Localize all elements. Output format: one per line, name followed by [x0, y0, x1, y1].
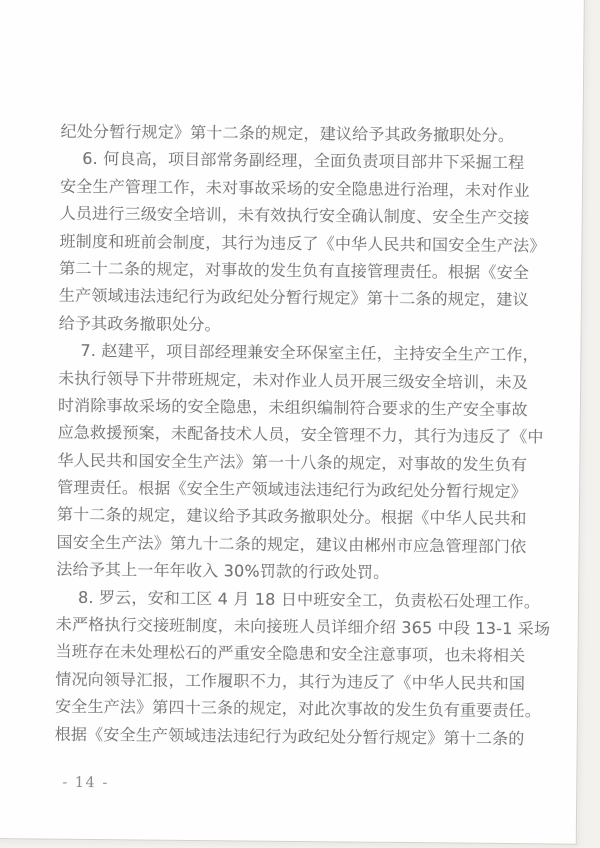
text-line: 未严格执行交接班制度，未向接班人员详细介绍 365 中段 13-1 采场 — [55, 614, 551, 639]
text-line-item-7: 7. 赵建平，项目部经理兼安全环保室主任，主持安全生产工作， — [80, 341, 539, 365]
text-line-item-6: 6. 何良高，项目部常务副经理，全面负责项目部井下采掘工程 — [82, 149, 525, 173]
text-line: 时消除事故采场的安全隐患，未组织编制符合要求的生产安全事故 — [57, 395, 528, 420]
text-line: 人员进行三级安全培训，未有效执行安全确认制度、安全生产交接 — [59, 203, 530, 228]
text-line: 当班存在未处理松石的严重安全隐患和安全注意事项，也未将相关 — [55, 642, 526, 666]
text-line: 第二十二条的规定，对事故的发生负有直接管理责任。根据《安全 — [59, 258, 530, 283]
text-line: 根据《安全生产领域违法违纪行为政纪处分暂行规定》第十二条的 — [54, 724, 525, 748]
text-line: 生产领域违法违纪行为政纪处分暂行规定》第十二条的规定，建议 — [58, 286, 529, 310]
text-line: 纪处分暂行规定》第十二条的规定，建议给予其政务撤职处分。 — [60, 121, 515, 146]
text-line: 未执行领导下井带班规定，未对作业人员开展三级安全培训，未及 — [58, 368, 529, 392]
text-line: 应急救援预案，未配备技术人员，安全管理不力，其行为违反了《中 — [57, 422, 544, 447]
document-text-block — [54, 118, 551, 752]
text-line: 第十二条的规定，建议给予其政务撤职处分。根据《中华人民共和 — [56, 505, 527, 529]
text-line: 法给予其上一年年收入 30%罚款的行政处罚。 — [56, 559, 390, 583]
text-line: 给予其政务撤职处分。 — [58, 313, 221, 334]
text-line: 安全生产管理工作，未对事故采场的安全隐患进行治理，未对作业 — [59, 176, 530, 200]
text-line: 华人民共和国安全生产法》第一十八条的规定，对事故的发生负有 — [57, 450, 528, 474]
text-line: 管理责任。根据《安全生产领域违法违纪行为政纪处分暂行规定》 — [57, 477, 528, 502]
text-line: 安全生产法》第四十三条的规定，对此次事故的发生负有重要责任。 — [54, 696, 542, 721]
text-line: 情况向领导汇报，工作履职不力，其行为违反了《中华人民共和国 — [55, 669, 526, 694]
text-line: 国安全生产法》第九十二条的规定，建议由郴州市应急管理部门依 — [56, 532, 527, 557]
text-line-item-8: 8. 罗云，安和工区 4 月 18 日中班安全工，负责松石处理工作。 — [77, 587, 541, 611]
text-line: 班制度和班前会制度，其行为违反了《中华人民共和国安全生产法》 — [59, 231, 546, 255]
page-number: - 14 - — [62, 774, 109, 792]
